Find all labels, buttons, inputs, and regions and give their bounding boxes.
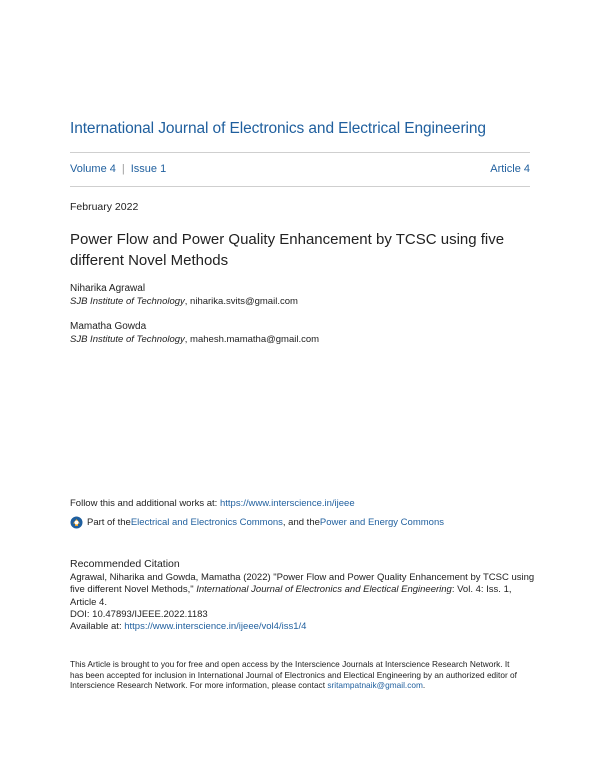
citation-block (70, 572, 535, 633)
follow-text: Follow this and additional works at: (70, 498, 220, 509)
contact-email-link[interactable]: sritampatnaik@gmail.com (327, 680, 423, 691)
follow-line (70, 498, 355, 509)
power-energy-commons-link[interactable]: Power and Energy Commons (319, 517, 444, 528)
available-label: Available at: (70, 621, 125, 633)
issue-meta-row (70, 163, 530, 175)
top-divider (70, 152, 530, 153)
volume-link[interactable]: Volume 4 (70, 163, 116, 175)
part-of-line (70, 516, 444, 529)
paper-title: Power Flow and Power Quality Enhancement by TCSC using five different Novel Methods (70, 231, 505, 269)
author-name: Niharika Agrawal (70, 283, 146, 294)
volume-issue (70, 163, 166, 175)
electrical-commons-link[interactable]: Electrical and Electronics Commons (130, 517, 283, 528)
author-email: , mahesh.mamatha@gmail.com (184, 334, 320, 345)
author-affiliation (70, 295, 298, 308)
citation-part1: Agrawal, Niharika and Gowda, Mamatha (2022) "Power Flow and Power Quality Enhancement by TCSC using five different Novel Methods," (70, 572, 535, 596)
author-affiliation (70, 333, 319, 346)
recommended-citation-heading: Recommended Citation (70, 558, 180, 570)
affiliation-name: SJB Institute of Technology (70, 296, 185, 307)
available-at-line (70, 621, 535, 633)
citation-part2: : Vol. 4: Iss. 1, Article 4. (70, 584, 512, 608)
citation-text (70, 572, 535, 609)
author-block (70, 282, 298, 308)
citation-journal: International Journal of Electronics and Electical Engineering (196, 584, 452, 596)
bepress-logo-icon (70, 516, 83, 529)
affiliation-name: SJB Institute of Technology (70, 334, 185, 345)
part-of-prefix: Part of the (87, 517, 131, 528)
part-of-mid: , and the (282, 517, 320, 528)
available-link[interactable]: https://www.interscience.in/ijeee/vol4/iss1/4 (124, 621, 307, 633)
citation-doi: DOI: 10.47893/IJEEE.2022.1183 (70, 608, 208, 620)
author-email: , niharika.svits@gmail.com (184, 296, 298, 307)
notice-end: . (422, 680, 426, 691)
notice-text: This Article is brought to you for free and open access by the Interscience Journals at Interscience Research Network. It has been accepted for inclusion in International Journal of Electronics and Electical Engineering by an authorized editor of Interscience Research Network. For more information, please contact (70, 659, 517, 691)
article-link[interactable]: Article 4 (490, 163, 530, 175)
author-name: Mamatha Gowda (70, 321, 147, 332)
follow-link[interactable]: https://www.interscience.in/ijeee (219, 498, 355, 509)
author-block (70, 320, 319, 346)
bottom-divider (70, 186, 530, 187)
journal-title[interactable]: International Journal of Electronics and Electrical Engineering (70, 120, 486, 137)
issue-link[interactable]: Issue 1 (130, 163, 167, 175)
open-access-notice (70, 659, 520, 691)
meta-separator: | (121, 163, 125, 175)
publication-date: February 2022 (70, 201, 139, 213)
